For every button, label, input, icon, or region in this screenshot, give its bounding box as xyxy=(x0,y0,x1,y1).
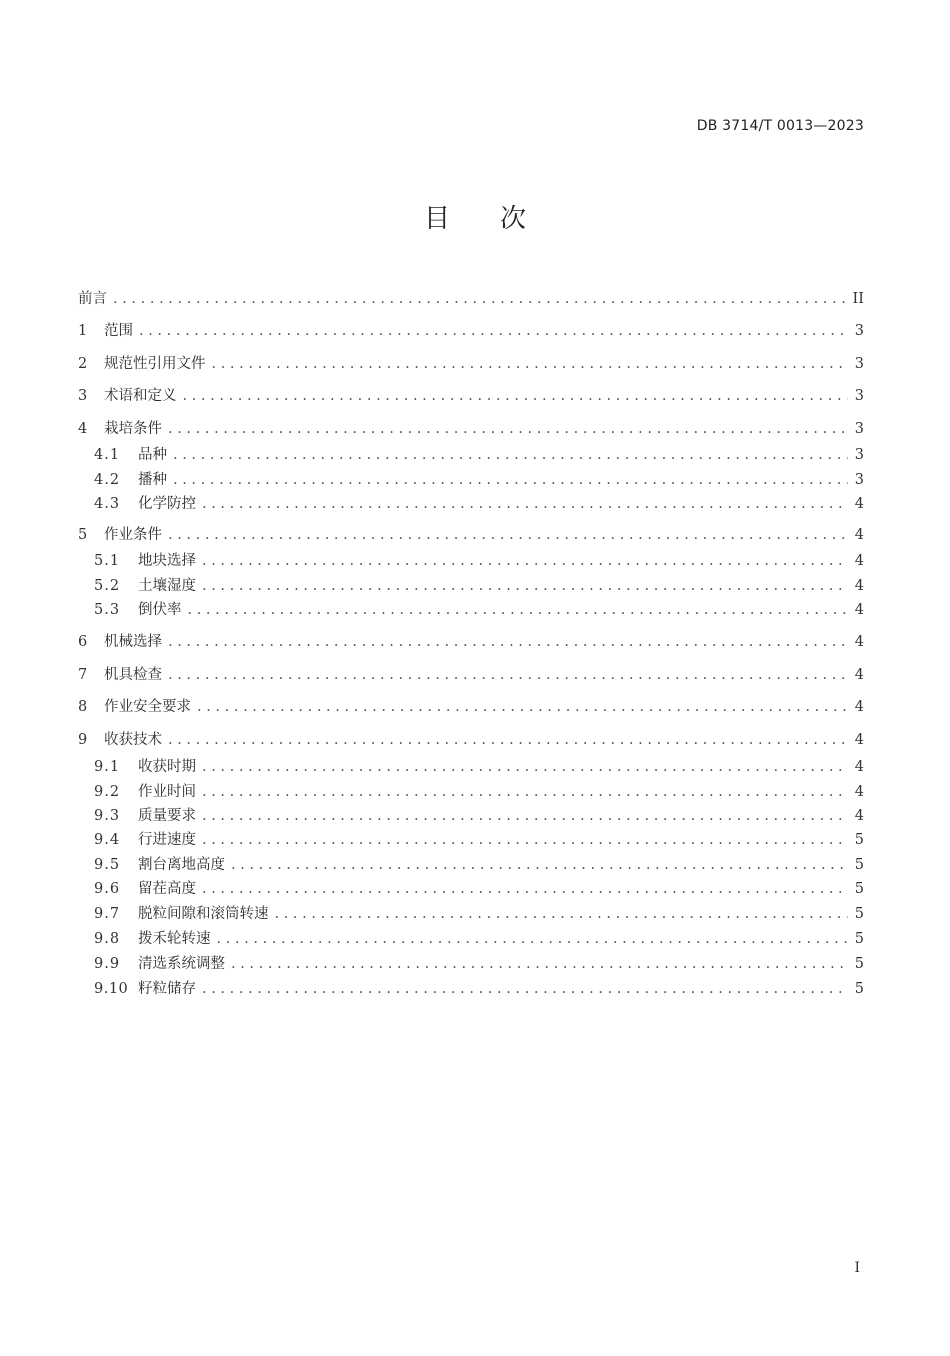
leader-dots xyxy=(212,353,849,375)
title-char-2: 次 xyxy=(500,204,527,234)
toc-entry-4[interactable] xyxy=(78,418,864,440)
toc-entry-9-4[interactable] xyxy=(94,829,864,851)
toc-entry-number: 2 xyxy=(78,356,88,372)
leader-dots xyxy=(202,829,848,851)
toc-entry-number: 5.2 xyxy=(94,578,121,594)
toc-entry-9[interactable] xyxy=(78,729,864,751)
toc-entry-label: 作业条件 xyxy=(104,527,162,543)
toc-entry-4-1[interactable] xyxy=(94,444,864,466)
leader-dots xyxy=(168,664,848,686)
leader-dots xyxy=(173,444,848,466)
toc-entry-9-8[interactable] xyxy=(94,928,864,950)
toc-entry-page: 4 xyxy=(854,732,864,748)
toc-entry-page: 5 xyxy=(854,857,864,873)
leader-dots xyxy=(202,493,848,515)
toc-entry-page: 4 xyxy=(854,667,864,683)
toc-entry-5-1[interactable] xyxy=(94,550,864,572)
toc-entry-3[interactable] xyxy=(78,385,864,407)
toc-entry-number: 4.3 xyxy=(94,496,121,512)
toc-entry-number: 5.1 xyxy=(94,553,121,569)
toc-entry-page: 4 xyxy=(854,634,864,650)
toc-entry-9-1[interactable] xyxy=(94,756,864,778)
toc-entry-label: 播种 xyxy=(138,472,167,488)
toc-entry-page: 3 xyxy=(854,356,864,372)
toc-entry-label: 前言 xyxy=(78,291,107,307)
toc-entry-label: 脱粒间隙和滚筒转速 xyxy=(138,906,269,922)
toc-entry-5-2[interactable] xyxy=(94,575,864,597)
leader-dots xyxy=(202,756,848,778)
toc-entry-number: 4.1 xyxy=(94,447,121,463)
toc-entry-page: 5 xyxy=(854,832,864,848)
toc-entry-label: 作业时间 xyxy=(138,784,196,800)
toc-entry-label: 栽培条件 xyxy=(104,421,162,437)
toc-entry-page: 4 xyxy=(854,578,864,594)
toc-entry-page: 3 xyxy=(854,323,864,339)
toc-entry-label: 收获技术 xyxy=(104,732,162,748)
toc-entry-label: 籽粒储存 xyxy=(138,981,196,997)
toc-entry-6[interactable] xyxy=(78,631,864,653)
toc-entry-number: 7 xyxy=(78,667,88,683)
toc-entry-number: 9.10 xyxy=(94,981,129,997)
toc-entry-label: 机具检查 xyxy=(104,667,162,683)
leader-dots xyxy=(168,631,848,653)
leader-dots xyxy=(168,729,848,751)
leader-dots xyxy=(275,903,849,925)
toc-entry-page: 4 xyxy=(854,602,864,618)
leader-dots xyxy=(202,878,848,900)
page-title xyxy=(0,198,950,235)
toc-entry-label: 行进速度 xyxy=(138,832,196,848)
toc-entry-page: 4 xyxy=(854,553,864,569)
toc-entry-page: 3 xyxy=(854,388,864,404)
toc-entry-label: 倒伏率 xyxy=(138,602,182,618)
toc-entry-page: 4 xyxy=(854,527,864,543)
toc-entry-number: 9.2 xyxy=(94,784,121,800)
toc-entry-label: 作业安全要求 xyxy=(104,699,191,715)
toc-entry-label: 地块选择 xyxy=(138,553,196,569)
toc-entry-8[interactable] xyxy=(78,696,864,718)
toc-entry-label: 质量要求 xyxy=(138,808,196,824)
toc-entry-number: 9.7 xyxy=(94,906,121,922)
toc-entry-number: 9.4 xyxy=(94,832,121,848)
toc-entry-number: 4 xyxy=(78,421,88,437)
leader-dots xyxy=(173,469,848,491)
toc-entry-5-3[interactable] xyxy=(94,599,864,621)
toc-entry-label: 割台离地高度 xyxy=(138,857,225,873)
toc-entry-label: 术语和定义 xyxy=(104,388,177,404)
toc-entry-number: 9.6 xyxy=(94,881,121,897)
toc-entry-page: 5 xyxy=(854,931,864,947)
toc-entry-page: 5 xyxy=(854,956,864,972)
leader-dots xyxy=(217,928,849,950)
leader-dots xyxy=(231,953,848,975)
toc-entry-9-7[interactable] xyxy=(94,903,864,925)
leader-dots xyxy=(202,781,848,803)
toc-entry-label: 收获时期 xyxy=(138,759,196,775)
toc-entry-label: 规范性引用文件 xyxy=(104,356,206,372)
toc-entry-9-10[interactable] xyxy=(94,978,864,1000)
toc-entry-9-6[interactable] xyxy=(94,878,864,900)
toc-entry-9-5[interactable] xyxy=(94,854,864,876)
leader-dots xyxy=(197,696,848,718)
toc-entry-7[interactable] xyxy=(78,664,864,686)
toc-entry-page: 3 xyxy=(854,472,864,488)
toc-entry-9-9[interactable] xyxy=(94,953,864,975)
toc-entry-number: 3 xyxy=(78,388,88,404)
toc-entry-label: 机械选择 xyxy=(104,634,162,650)
toc-entry-page: 3 xyxy=(854,447,864,463)
toc-entry-number: 5.3 xyxy=(94,602,121,618)
toc-entry-foreword[interactable] xyxy=(78,288,864,310)
leader-dots xyxy=(202,805,848,827)
toc-entry-page: 5 xyxy=(854,906,864,922)
toc-entry-number: 1 xyxy=(78,323,88,339)
toc-entry-number: 6 xyxy=(78,634,88,650)
toc-entry-page: 4 xyxy=(854,784,864,800)
toc-entry-number: 8 xyxy=(78,699,88,715)
toc-entry-label: 清选系统调整 xyxy=(138,956,225,972)
leader-dots xyxy=(139,320,848,342)
toc-entry-1[interactable] xyxy=(78,320,864,342)
toc-entry-number: 4.2 xyxy=(94,472,121,488)
toc-entry-9-2[interactable] xyxy=(94,781,864,803)
toc-entry-label: 留茬高度 xyxy=(138,881,196,897)
leader-dots xyxy=(202,978,848,1000)
toc-entry-page: II xyxy=(852,291,864,307)
leader-dots xyxy=(231,854,848,876)
toc-entry-label: 拨禾轮转速 xyxy=(138,931,211,947)
toc-entry-9-3[interactable] xyxy=(94,805,864,827)
toc-entry-number: 9 xyxy=(78,732,88,748)
leader-dots xyxy=(188,599,849,621)
page-number: I xyxy=(854,1260,860,1276)
toc-entry-label: 土壤湿度 xyxy=(138,578,196,594)
toc-entry-4-3[interactable] xyxy=(94,493,864,515)
leader-dots xyxy=(202,550,848,572)
toc-entry-4-2[interactable] xyxy=(94,469,864,491)
toc-entry-page: 5 xyxy=(854,881,864,897)
toc-entry-number: 9.9 xyxy=(94,956,121,972)
toc-entry-5[interactable] xyxy=(78,524,864,546)
toc-entry-page: 3 xyxy=(854,421,864,437)
toc-entry-page: 4 xyxy=(854,808,864,824)
toc-entry-number: 9.3 xyxy=(94,808,121,824)
toc-entry-page: 5 xyxy=(854,981,864,997)
toc-entry-number: 9.8 xyxy=(94,931,121,947)
toc-entry-label: 化学防控 xyxy=(138,496,196,512)
toc-entry-label: 品种 xyxy=(138,447,167,463)
toc-entry-page: 4 xyxy=(854,496,864,512)
toc-entry-number: 5 xyxy=(78,527,88,543)
title-char-1: 目 xyxy=(423,204,450,234)
toc-entry-2[interactable] xyxy=(78,353,864,375)
leader-dots xyxy=(183,385,849,407)
toc-entry-label: 范围 xyxy=(104,323,133,339)
leader-dots xyxy=(168,524,848,546)
toc-entry-number: 9.1 xyxy=(94,759,121,775)
toc-entry-page: 4 xyxy=(854,699,864,715)
toc-entry-page: 4 xyxy=(854,759,864,775)
document-code: DB 3714/T 0013—2023 xyxy=(696,118,864,134)
toc-entry-number: 9.5 xyxy=(94,857,121,873)
leader-dots xyxy=(202,575,848,597)
leader-dots xyxy=(168,418,848,440)
leader-dots xyxy=(113,288,847,310)
